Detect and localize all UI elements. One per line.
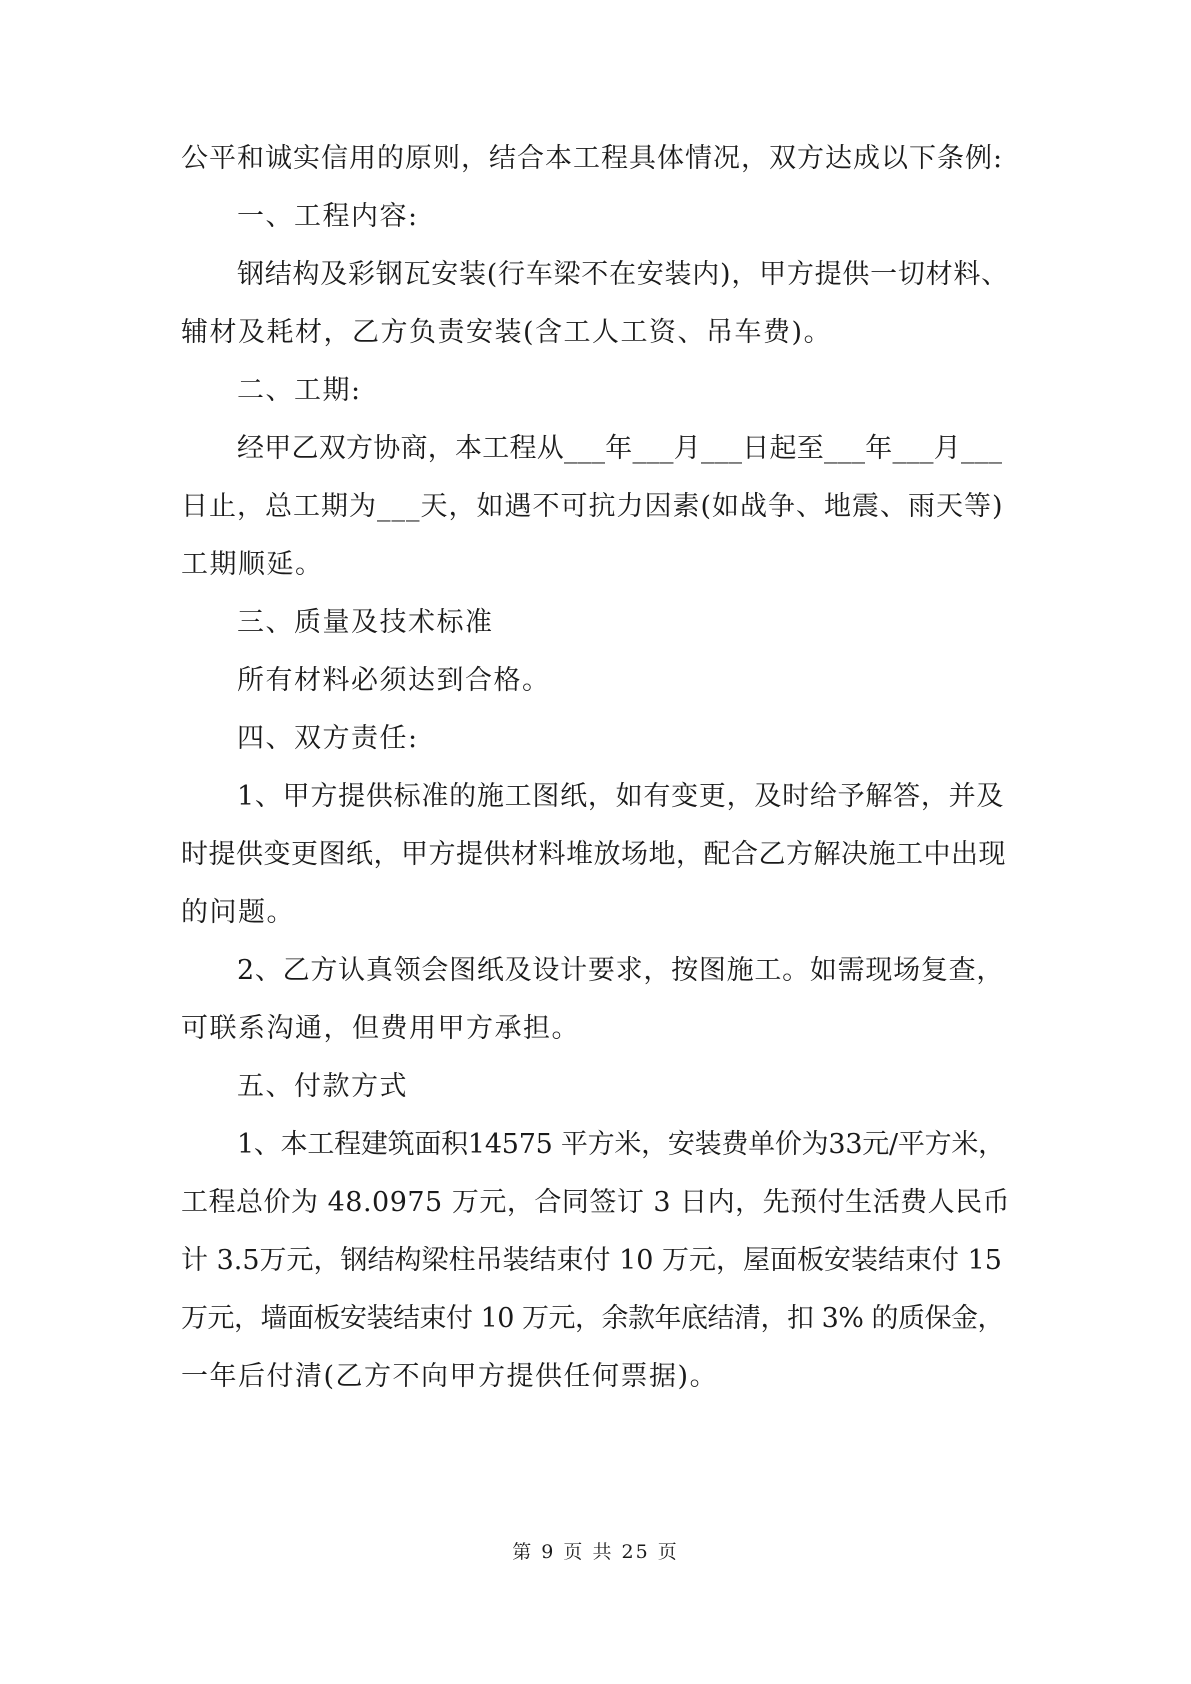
- text-line: 一年后付清(乙方不向甲方提供任何票据)。: [181, 1361, 719, 1392]
- text-line: 1、本工程建筑面积14575 平方米，安装费单价为33元/平方米，: [237, 1129, 1005, 1160]
- section-heading-responsibilities: 四、双方责任:: [237, 723, 419, 754]
- text-line: 2、乙方认真领会图纸及设计要求，按图施工。如需现场复查，: [237, 955, 1005, 986]
- text-line: 可联系沟通，但费用甲方承担。: [181, 1013, 580, 1044]
- text-line: 钢结构及彩钢瓦安装(行车梁不在安装内)，甲方提供一切材料、: [237, 259, 1009, 290]
- text-line: 辅材及耗材，乙方负责安装(含工人工资、吊车费)。: [181, 317, 833, 348]
- text-line: 日止，总工期为___天，如遇不可抗力因素(如战争、地震、雨天等): [181, 491, 1004, 522]
- text-line: 1、甲方提供标准的施工图纸，如有变更，及时给予解答，并及: [237, 781, 1005, 812]
- text-line: 公平和诚实信用的原则，结合本工程具体情况，双方达成以下条例:: [181, 143, 1004, 174]
- section-heading-quality: 三、质量及技术标准: [237, 607, 494, 638]
- section-heading-schedule: 二、工期:: [237, 375, 362, 406]
- page-number-footer: 第 9 页 共 25 页: [512, 1541, 679, 1563]
- text-line: 所有材料必须达到合格。: [237, 665, 551, 696]
- section-heading-payment: 五、付款方式: [237, 1071, 408, 1102]
- text-line: 时提供变更图纸，甲方提供材料堆放场地，配合乙方解决施工中出现: [181, 839, 1006, 870]
- text-line: 工期顺延。: [181, 549, 324, 580]
- text-line: 计 3.5万元，钢结构梁柱吊装结束付 10 万元，屋面板安装结束付 15: [181, 1245, 1002, 1276]
- text-line: 万元，墙面板安装结束付 10 万元，余款年底结清，扣 3% 的质保金，: [181, 1303, 1005, 1334]
- text-line: 经甲乙双方协商，本工程从___年___月___日起至___年___月___: [237, 433, 1003, 464]
- text-line: 的问题。: [181, 897, 295, 928]
- text-line: 工程总价为 48.0975 万元，合同签订 3 日内，先预付生活费人民币: [181, 1187, 1011, 1218]
- section-heading-content: 一、工程内容:: [237, 201, 419, 232]
